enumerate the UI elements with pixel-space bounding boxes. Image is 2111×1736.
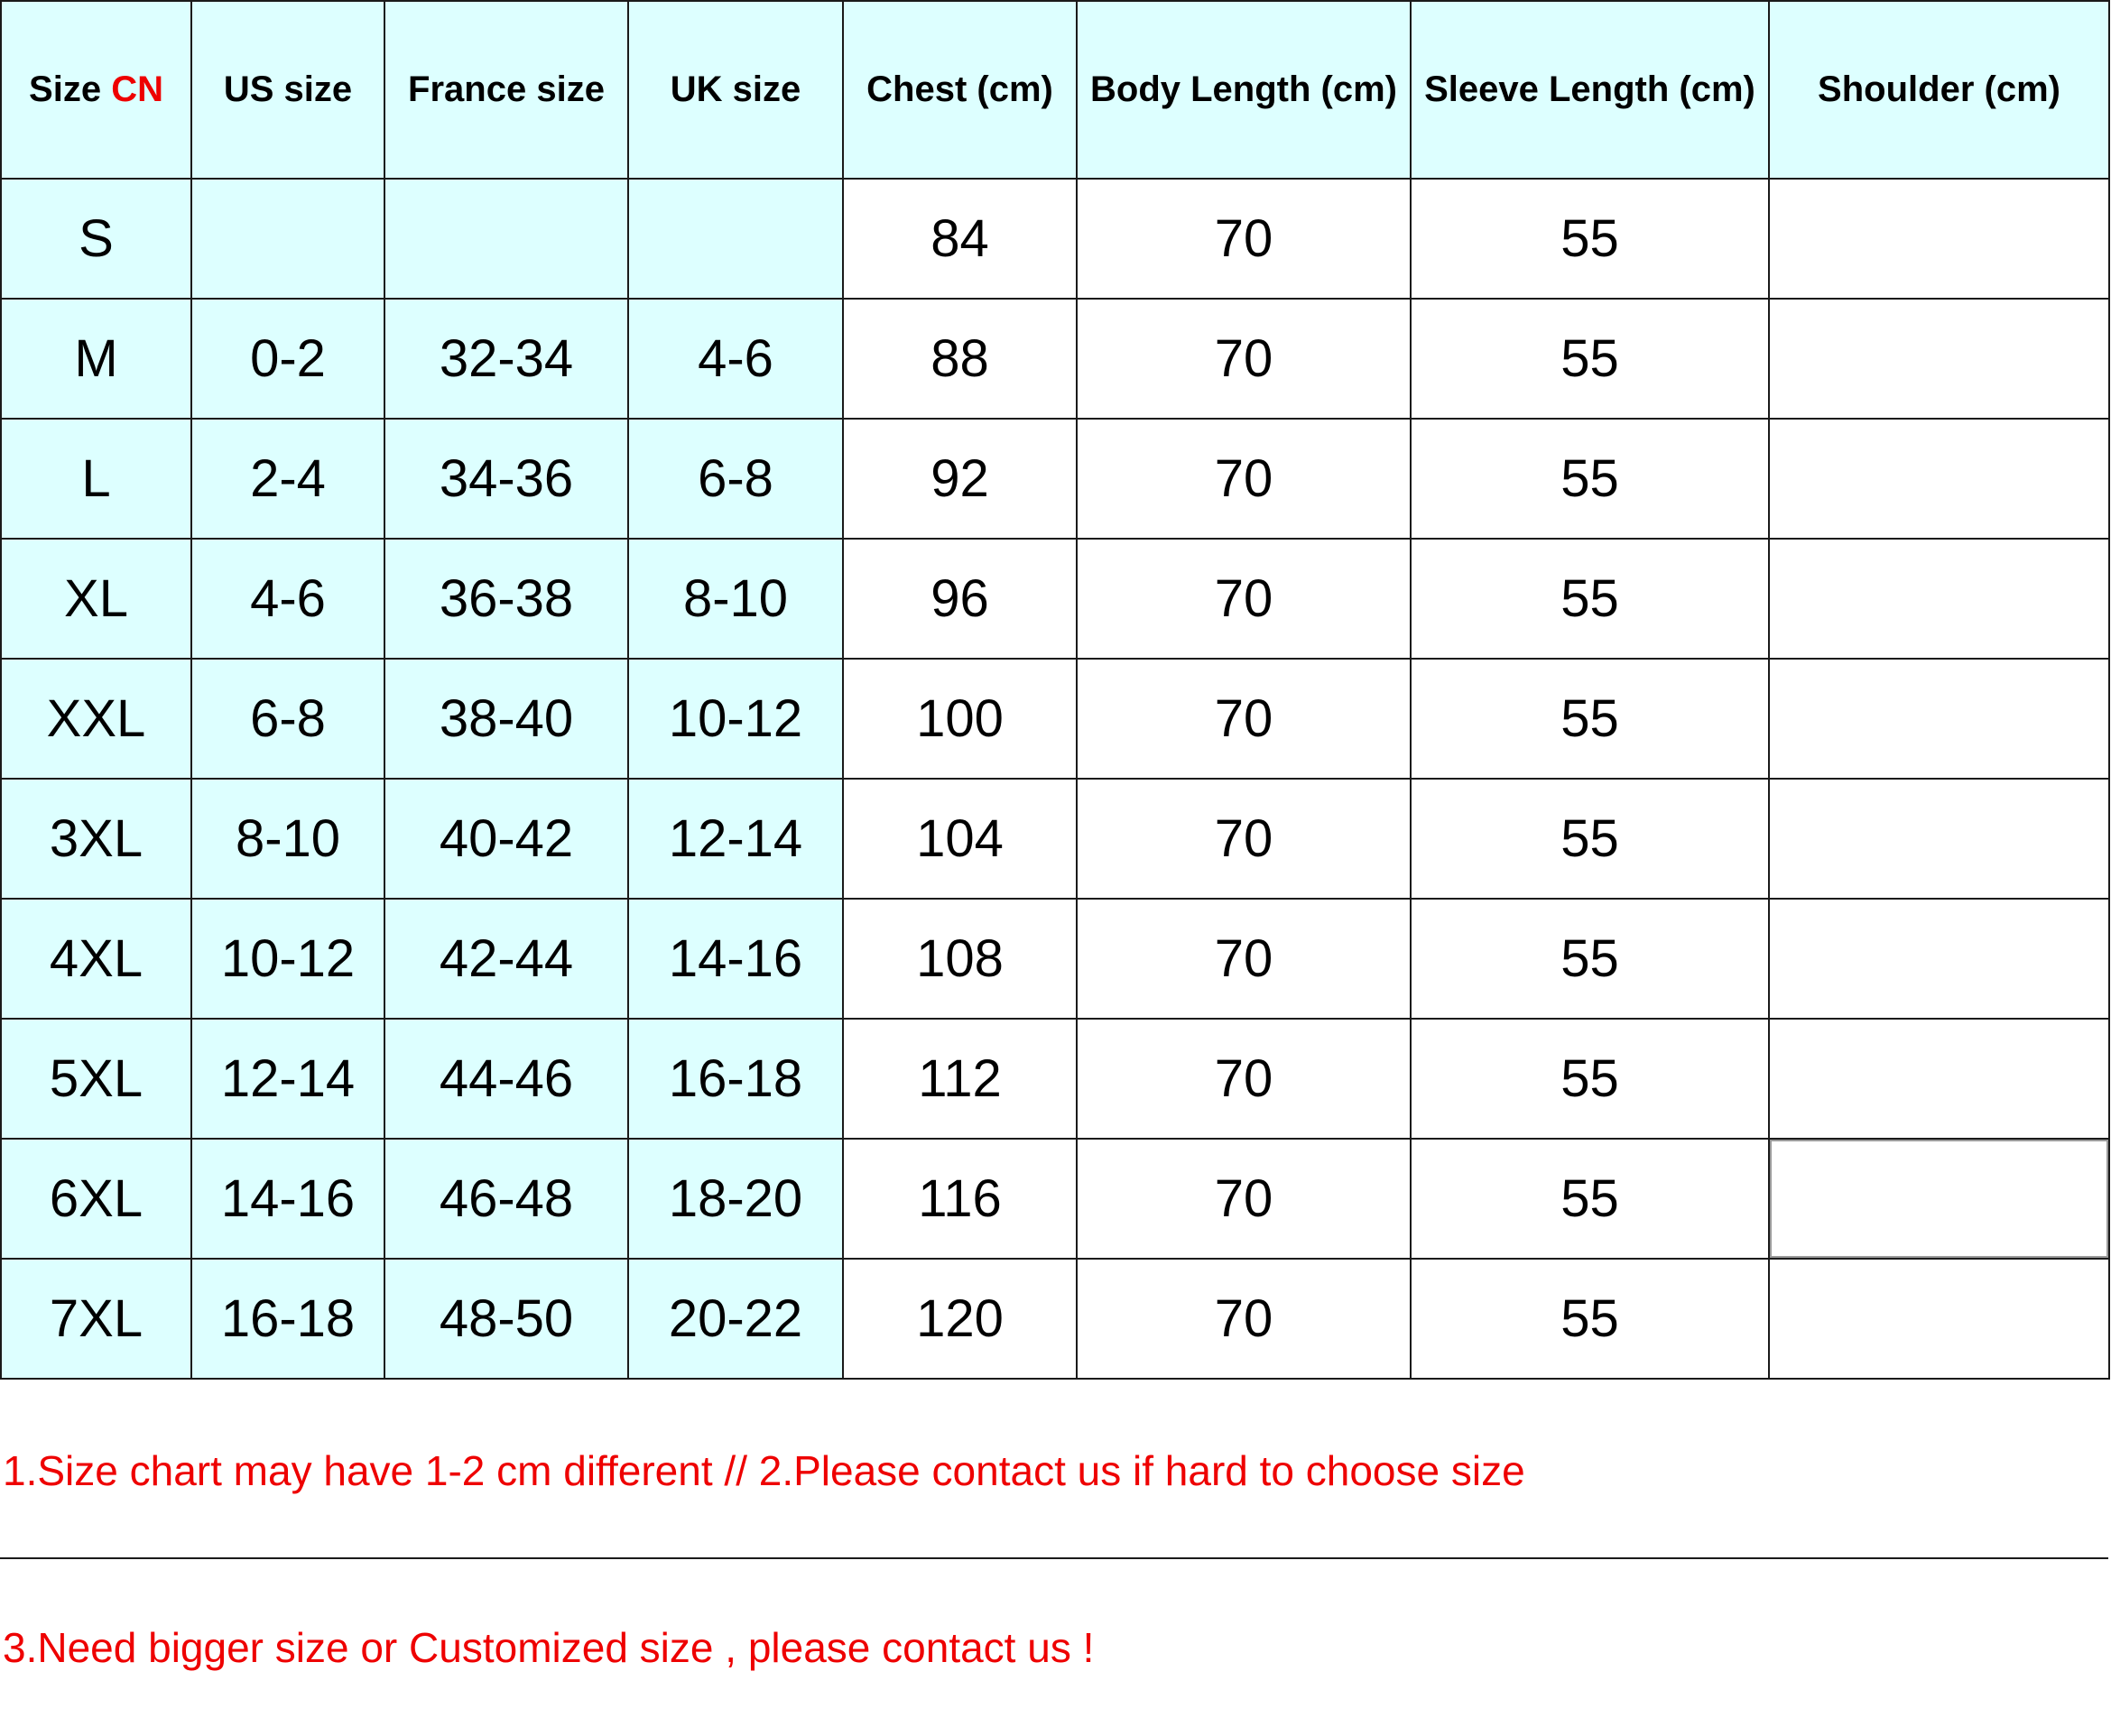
cell-us-size: 8-10 <box>191 779 384 899</box>
cell-body-length: 70 <box>1077 1259 1411 1379</box>
cell-shoulder <box>1769 299 2109 419</box>
header-body-length: Body Length (cm) <box>1077 1 1411 179</box>
header-chest: Chest (cm) <box>843 1 1077 179</box>
cell-france-size: 42-44 <box>384 899 628 1019</box>
cell-size-cn: L <box>1 419 191 539</box>
cell-size-cn: 3XL <box>1 779 191 899</box>
cell-us-size: 14-16 <box>191 1139 384 1259</box>
header-france-size: France size <box>384 1 628 179</box>
header-sleeve-length: Sleeve Length (cm) <box>1411 1 1769 179</box>
cell-size-cn: 6XL <box>1 1139 191 1259</box>
cell-chest: 92 <box>843 419 1077 539</box>
cell-shoulder <box>1769 1019 2109 1139</box>
cell-shoulder <box>1769 1259 2109 1379</box>
cell-sleeve-length: 55 <box>1411 779 1769 899</box>
cell-chest: 100 <box>843 659 1077 779</box>
cell-sleeve-length: 55 <box>1411 539 1769 659</box>
cell-us-size: 12-14 <box>191 1019 384 1139</box>
cell-sleeve-length: 55 <box>1411 1139 1769 1259</box>
cell-uk-size: 10-12 <box>628 659 843 779</box>
cell-chest: 108 <box>843 899 1077 1019</box>
cell-size-cn: 4XL <box>1 899 191 1019</box>
cell-us-size: 16-18 <box>191 1259 384 1379</box>
cell-france-size: 46-48 <box>384 1139 628 1259</box>
note-line-1-text: 1.Size chart may have 1-2 cm different // 2.Please contact us if hard to choose size <box>3 1447 1525 1494</box>
header-uk-size: UK size <box>628 1 843 179</box>
cell-chest: 116 <box>843 1139 1077 1259</box>
note-line-2 <box>0 1559 2108 1736</box>
cell-shoulder <box>1769 899 2109 1019</box>
header-shoulder: Shoulder (cm) <box>1769 1 2109 179</box>
cell-shoulder <box>1769 539 2109 659</box>
table-row <box>1 1139 2109 1259</box>
header-row <box>1 1 2109 179</box>
table-row <box>1 1019 2109 1139</box>
cell-chest: 88 <box>843 299 1077 419</box>
table-row <box>1 779 2109 899</box>
cell-chest: 104 <box>843 779 1077 899</box>
table-row <box>1 1259 2109 1379</box>
cell-chest: 84 <box>843 179 1077 299</box>
table-row <box>1 179 2109 299</box>
cell-us-size: 10-12 <box>191 899 384 1019</box>
cell-uk-size: 6-8 <box>628 419 843 539</box>
cell-uk-size <box>628 179 843 299</box>
cell-france-size: 34-36 <box>384 419 628 539</box>
table-row <box>1 659 2109 779</box>
cell-sleeve-length: 55 <box>1411 1019 1769 1139</box>
cell-france-size: 36-38 <box>384 539 628 659</box>
cell-body-length: 70 <box>1077 299 1411 419</box>
note-line-1 <box>0 1382 2108 1559</box>
table-row <box>1 899 2109 1019</box>
cell-france-size: 40-42 <box>384 779 628 899</box>
cell-france-size: 44-46 <box>384 1019 628 1139</box>
cell-shoulder <box>1769 419 2109 539</box>
cell-body-length: 70 <box>1077 1019 1411 1139</box>
cell-chest: 96 <box>843 539 1077 659</box>
cell-body-length: 70 <box>1077 779 1411 899</box>
header-size-cn <box>1 1 191 179</box>
cell-france-size: 32-34 <box>384 299 628 419</box>
note-line-2-text: 3.Need bigger size or Customized size , please contact us ! <box>3 1624 1095 1671</box>
cell-uk-size: 12-14 <box>628 779 843 899</box>
cell-sleeve-length: 55 <box>1411 1259 1769 1379</box>
cell-size-cn: 7XL <box>1 1259 191 1379</box>
cell-shoulder <box>1769 659 2109 779</box>
cell-uk-size: 20-22 <box>628 1259 843 1379</box>
cell-body-length: 70 <box>1077 659 1411 779</box>
cell-uk-size: 14-16 <box>628 899 843 1019</box>
table-row <box>1 419 2109 539</box>
cell-us-size: 2-4 <box>191 419 384 539</box>
cell-shoulder <box>1769 179 2109 299</box>
cell-size-cn: XL <box>1 539 191 659</box>
header-us-size: US size <box>191 1 384 179</box>
cell-france-size: 48-50 <box>384 1259 628 1379</box>
cell-us-size: 0-2 <box>191 299 384 419</box>
cell-body-length: 70 <box>1077 1139 1411 1259</box>
cell-uk-size: 18-20 <box>628 1139 843 1259</box>
cell-us-size: 6-8 <box>191 659 384 779</box>
cell-sleeve-length: 55 <box>1411 299 1769 419</box>
cell-us-size <box>191 179 384 299</box>
cell-uk-size: 16-18 <box>628 1019 843 1139</box>
cell-body-length: 70 <box>1077 419 1411 539</box>
header-cn-label: CN <box>111 69 163 109</box>
cell-sleeve-length: 55 <box>1411 899 1769 1019</box>
cell-france-size: 38-40 <box>384 659 628 779</box>
cell-sleeve-length: 55 <box>1411 659 1769 779</box>
cell-shoulder-selected[interactable] <box>1769 1139 2109 1259</box>
cell-sleeve-length: 55 <box>1411 179 1769 299</box>
cell-uk-size: 8-10 <box>628 539 843 659</box>
cell-body-length: 70 <box>1077 179 1411 299</box>
table-row <box>1 539 2109 659</box>
cell-france-size <box>384 179 628 299</box>
cell-size-cn: M <box>1 299 191 419</box>
table-row <box>1 299 2109 419</box>
cell-us-size: 4-6 <box>191 539 384 659</box>
cell-body-length: 70 <box>1077 899 1411 1019</box>
cell-size-cn: 5XL <box>1 1019 191 1139</box>
cell-size-cn: S <box>1 179 191 299</box>
cell-sleeve-length: 55 <box>1411 419 1769 539</box>
header-size-prefix: Size <box>29 69 112 109</box>
cell-body-length: 70 <box>1077 539 1411 659</box>
cell-chest: 120 <box>843 1259 1077 1379</box>
cell-size-cn: XXL <box>1 659 191 779</box>
cell-uk-size: 4-6 <box>628 299 843 419</box>
cell-shoulder <box>1769 779 2109 899</box>
cell-chest: 112 <box>843 1019 1077 1139</box>
